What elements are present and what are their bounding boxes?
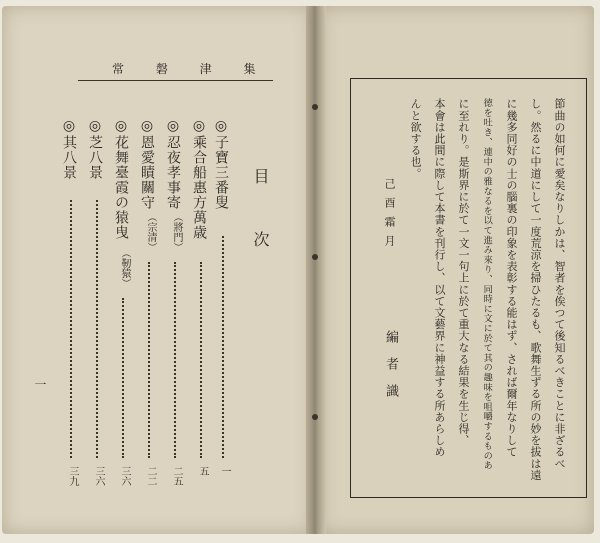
left-page	[2, 6, 312, 534]
toc-page-number: 三六	[119, 466, 130, 486]
toc-entry-marker: ◎	[139, 118, 155, 135]
toc-leader	[200, 262, 202, 458]
toc-entry-label: 恩愛瞔關守	[139, 135, 155, 210]
toc-title: 目 次	[251, 168, 270, 261]
toc-page-number: 二二	[145, 466, 156, 486]
toc-page-number: 三六	[93, 466, 104, 486]
running-header: 常 磐 津 集	[112, 62, 270, 76]
book-gutter	[306, 6, 326, 534]
binding-stitch	[312, 254, 318, 260]
toc-page-number: 五	[197, 466, 208, 476]
toc-page-number: 三九	[67, 466, 78, 486]
preface-line: 徳を吐き、連中の雅なるを以て進み來り、同時に文に於て其の趣味を咀嚼するものあ	[481, 98, 493, 471]
toc-entry-label: 芝八景	[87, 135, 103, 180]
toc-entry-title	[166, 118, 180, 210]
preface-date: 己酉霜月	[383, 178, 396, 254]
toc-leader	[222, 236, 224, 458]
toc-leader	[122, 298, 124, 458]
toc-entry-label: 其八景	[61, 135, 77, 180]
preface-line: んと欲する也。	[409, 98, 422, 180]
preface-line: 節曲の如何に愛矣なりしかは、智者を俟つて後知るべきことに非ざるべ	[553, 98, 566, 470]
toc-entry-title	[140, 118, 154, 210]
preface-line: に幾多同好の士の腦裏の印象を表彰する能はず、されば爾年なりして	[505, 98, 518, 458]
toc-leader	[70, 200, 72, 458]
preface-line: に至れり。是斯界に於て一文一句上に於て重大なる結果を生じ得、	[457, 98, 470, 446]
toc-entry-marker: ◎	[191, 118, 207, 135]
toc-page-number: 二五	[171, 466, 182, 486]
binding-stitch	[312, 104, 318, 110]
binding-stitch	[312, 414, 318, 420]
preface-line: 本會は此間に際して本書を刊行し、以て文藝界に神益する所あらしめ	[433, 98, 446, 458]
header-rule	[78, 80, 273, 81]
toc-entry-title	[192, 118, 206, 240]
toc-entry-label: 子寶三番叟	[213, 135, 229, 210]
toc-entry-title	[62, 118, 76, 180]
toc-entry-sub: （宗清）	[145, 212, 156, 252]
toc-leader	[148, 262, 150, 458]
page-number: 一	[33, 378, 47, 390]
toc-page-number: 一	[219, 466, 230, 476]
preface-line: し。然るに中道にして一度荒涼を掃ひたるも、歌舞生ずる所の妙を拔は遠	[529, 98, 542, 481]
toc-entry-marker: ◎	[61, 118, 77, 135]
toc-entry-title	[214, 118, 228, 210]
toc-entry-sub: （將門）	[171, 212, 182, 252]
toc-entry-sub: （靭猿）	[119, 248, 130, 288]
toc-entry-title	[88, 118, 102, 180]
toc-entry-marker: ◎	[113, 118, 129, 135]
toc-entry-marker: ◎	[87, 118, 103, 135]
toc-entry-marker: ◎	[213, 118, 229, 135]
toc-entry-title	[114, 118, 128, 240]
preface-signoff: 編者識	[383, 330, 398, 411]
toc-entry-marker: ◎	[165, 118, 181, 135]
toc-leader	[174, 262, 176, 458]
toc-entry-label: 乘合船惠方萬歳	[191, 135, 207, 240]
toc-entry-label: 忍夜孝事寄	[165, 135, 181, 210]
toc-leader	[96, 200, 98, 458]
toc-entry-label: 花舞臺霞の猿曳	[113, 135, 129, 240]
